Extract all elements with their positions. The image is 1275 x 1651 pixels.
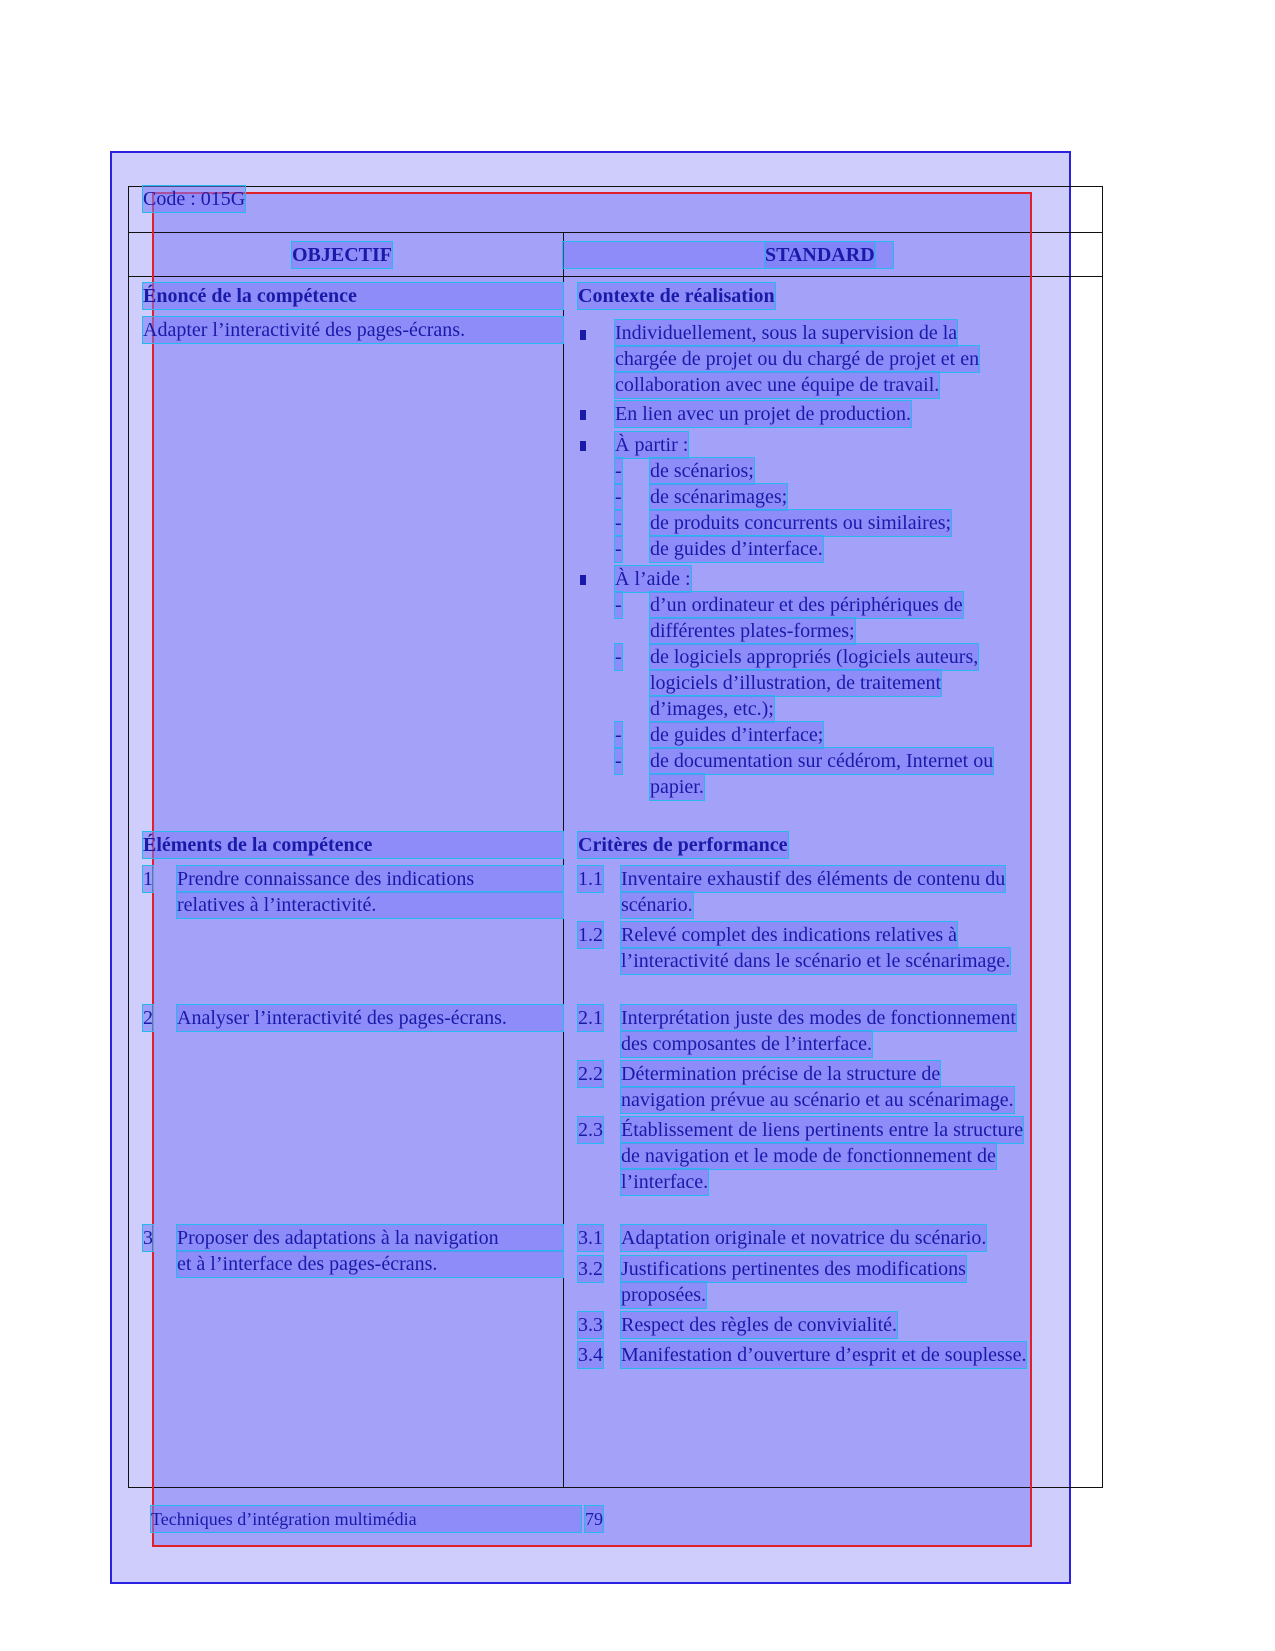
critere-number: 3.4 [578,1344,603,1366]
critere-3-1-line-1: Adaptation originale et novatrice du scénario. [621,1227,987,1249]
contexte-item-2-line-1: En lien avec un projet de production. [615,403,912,425]
critere-1-1-line-1: Inventaire exhaustif des éléments de contenu du [621,868,1006,890]
element-number: 1 [143,868,153,890]
element-1-line-1: Prendre connaissance des indications [177,866,563,892]
contexte-sub-8-line-2: papier. [650,776,704,798]
critere-2-1-line-2: des composantes de l’interface. [621,1033,873,1055]
element-2-line-1: Analyser l’interactivité des pages-écrans. [177,1005,563,1031]
contexte-sub-5-line-2: différentes plates-formes; [650,620,855,642]
contexte-sub-6-line-3: d’images, etc.); [650,698,774,720]
critere-3-2-line-2: proposées. [621,1284,706,1306]
footer-title: Techniques d’intégration multimédia [151,1506,581,1532]
dash-marker: - [615,724,622,746]
element-1-line-2: relatives à l’interactivité. [177,892,563,918]
contexte-sub-6-line-2: logiciels d’illustration, de traitement [650,672,942,694]
element-number: 2 [143,1007,153,1029]
critere-2-1-line-1: Interprétation juste des modes de fonctionnement [621,1007,1016,1029]
critere-number: 3.1 [578,1227,603,1249]
dash-marker: - [615,512,622,534]
critere-1-2-line-1: Relevé complet des indications relatives à [621,924,957,946]
contexte-heading: Contexte de réalisation [578,285,775,307]
element-number: 3 [143,1227,153,1249]
elements-heading: Éléments de la compétence [143,832,563,858]
contexte-sub-7: de guides d’interface; [650,724,824,746]
contexte-sub-3: de produits concurrents ou similaires; [650,512,952,534]
contexte-sub-6-line-1: de logiciels appropriés (logiciels auteurs, [650,646,979,668]
code-line: Code : 015G [143,188,246,210]
critere-3-3-line-1: Respect des règles de convivialité. [621,1314,898,1336]
dash-marker: - [615,594,622,616]
critere-1-1-line-2: scénario. [621,894,693,916]
critere-number: 3.3 [578,1314,603,1336]
contexte-sub-1: de scénarios; [650,460,754,482]
critere-3-2-line-1: Justifications pertinentes des modifications [621,1258,966,1280]
contexte-item-1-line-1: Individuellement, sous la supervision de la [615,322,958,344]
element-3-line-2: et à l’interface des pages-écrans. [177,1251,563,1277]
contexte-item-1-line-3: collaboration avec une équipe de travail. [615,374,940,396]
contexte-sub-5-line-1: d’un ordinateur et des périphériques de [650,594,963,616]
critere-number: 1.2 [578,924,603,946]
critere-2-2-line-2: navigation prévue au scénario et au scénarimage. [621,1089,1014,1111]
footer-page-number: 79 [585,1506,603,1532]
critere-1-2-line-2: l’interactivité dans le scénario et le scénarimage. [621,950,1011,972]
criteres-heading: Critères de performance [578,834,788,856]
dash-marker: - [615,538,622,560]
bullet-icon [580,441,586,451]
bullet-icon [580,330,586,340]
dash-marker: - [615,486,622,508]
header-objectif: OBJECTIF [292,244,393,266]
header-standard: STANDARD [765,244,875,266]
critere-2-2-line-1: Détermination précise de la structure de [621,1063,941,1085]
critere-2-3-line-3: l’interface. [621,1171,709,1193]
contexte-sub-4: de guides d’interface. [650,538,823,560]
contexte-item-1-line-2: chargée de projet ou du chargé de projet et en [615,348,980,370]
contexte-item-4-line-1: À l’aide : [615,568,691,590]
dash-marker: - [615,460,622,482]
critere-number: 1.1 [578,868,603,890]
critere-3-4-line-1: Manifestation d’ouverture d’esprit et de souplesse. [621,1344,1027,1366]
critere-number: 2.1 [578,1007,603,1029]
critere-2-3-line-1: Établissement de liens pertinents entre la structure [621,1119,1024,1141]
critere-number: 2.2 [578,1063,603,1085]
dash-marker: - [615,646,622,668]
contexte-item-3-line-1: À partir : [615,434,689,456]
critere-2-3-line-2: de navigation et le mode de fonctionnement de [621,1145,996,1167]
critere-number: 3.2 [578,1258,603,1280]
enonce-heading: Énoncé de la compétence [143,283,563,309]
dash-marker: - [615,750,622,772]
contexte-sub-2: de scénarimages; [650,486,788,508]
critere-number: 2.3 [578,1119,603,1141]
enonce-text: Adapter l’interactivité des pages-écrans. [143,317,563,343]
bullet-icon [580,575,586,585]
bullet-icon [580,410,586,420]
contexte-sub-8-line-1: de documentation sur cédérom, Internet ou [650,750,994,772]
element-3-line-1: Proposer des adaptations à la navigation [177,1225,563,1251]
